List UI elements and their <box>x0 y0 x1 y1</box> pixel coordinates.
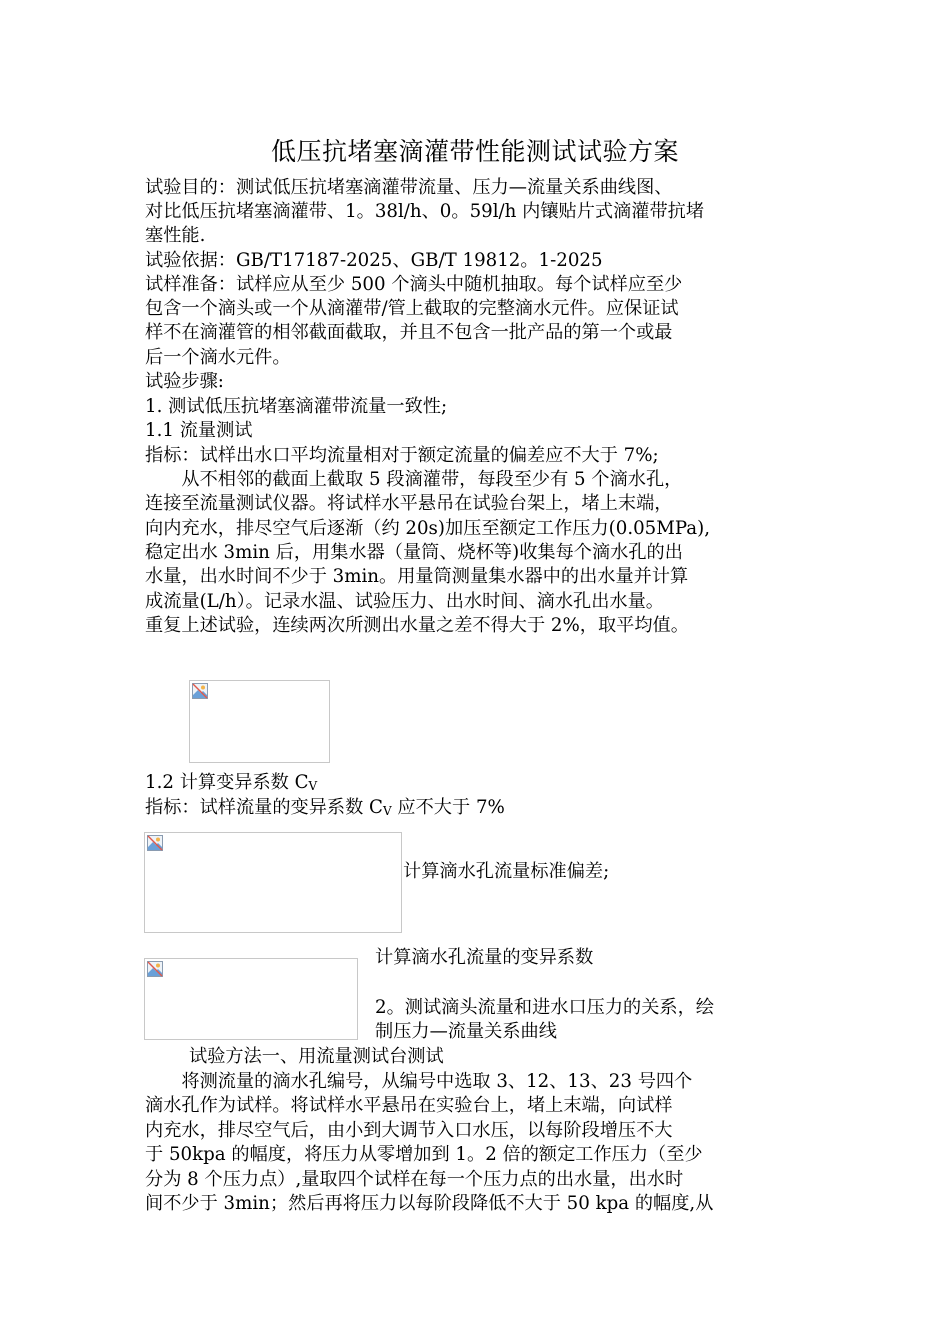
std-dev-text: 计算滴水孔流量标准偏差; <box>403 861 610 882</box>
method-1-line-6: 间不少于 3min；然后再将压力以每阶段降低不大于 50 kpa 的幅度,从 <box>145 1193 714 1214</box>
prep-line-3: 样不在滴灌管的相邻截面截取，并且不包含一批产品的第一个或最 <box>145 322 673 343</box>
indicator-1-1: 指标：试样出水口平均流量相对于额定流量的偏差应不大于 7%; <box>145 445 659 466</box>
step-1-2-heading: 1.2 计算变异系数 CV <box>145 772 318 793</box>
prep-line-1: 试样准备：试样应从至少 500 个滴头中随机抽取。每个试样应至少 <box>145 274 683 295</box>
flow-test-line-3: 向内充水，排尽空气后逐渐（约 20s)加压至额定工作压力(0.05MPa), <box>145 518 711 539</box>
flow-test-line-2: 连接至流量测试仪器。将试样水平悬吊在试验台架上，堵上末端， <box>145 493 673 514</box>
flow-test-line-7: 重复上述试验，连续两次所测出水量之差不得大于 2%，取平均值。 <box>145 615 689 636</box>
prep-line-4: 后一个滴水元件。 <box>145 347 291 368</box>
flow-test-line-1: 从不相邻的截面上截取 5 段滴灌带，每段至少有 5 个滴水孔， <box>145 469 683 490</box>
method-1-line-2: 滴水孔作为试样。将试样水平悬吊在实验台上，堵上末端，向试样 <box>145 1095 673 1116</box>
steps-heading: 试验步骤: <box>145 371 224 392</box>
cv-text: 计算滴水孔流量的变异系数 <box>375 947 594 968</box>
broken-image-icon <box>147 835 163 851</box>
flow-test-line-5: 水量，出水时间不少于 3min。用量筒测量集水器中的出水量并计算 <box>145 566 689 587</box>
broken-image-icon <box>192 683 208 699</box>
prep-line-2: 包含一个滴头或一个从滴灌带/管上截取的完整滴水元件。应保证试 <box>145 298 679 319</box>
step-1-heading: 1. 测试低压抗堵塞滴灌带流量一致性; <box>145 396 448 417</box>
step-2-line-2: 制压力—流量关系曲线 <box>375 1021 557 1042</box>
purpose-line-1: 试验目的：测试低压抗堵塞滴灌带流量、压力—流量关系曲线图、 <box>145 177 673 198</box>
basis-line: 试验依据：GB/T17187-2025、GB/T 19812。1-2025 <box>145 250 603 271</box>
method-1-line-5: 分为 8 个压力点）,量取四个试样在每一个压力点的出水量，出水时 <box>145 1169 684 1190</box>
step-1-1-heading: 1.1 流量测试 <box>145 420 253 441</box>
indicator-1-2: 指标：试样流量的变异系数 CV 应不大于 7% <box>145 797 505 818</box>
purpose-line-3: 塞性能. <box>145 225 206 246</box>
flow-test-line-4: 稳定出水 3min 后，用集水器（量筒、烧杯等)收集每个滴水孔的出 <box>145 542 683 563</box>
method-1-line-3: 内充水，排尽空气后，由小到大调节入口水压，以每阶段增压不大 <box>145 1120 673 1141</box>
formula-image-1 <box>189 680 330 763</box>
formula-image-2 <box>144 832 402 933</box>
flow-test-line-6: 成流量(L/h）。记录水温、试验压力、出水时间、滴水孔出水量。 <box>145 591 664 612</box>
step-2-line-1: 2。测试滴头流量和进水口压力的关系，绘 <box>375 997 714 1018</box>
method-1-line-4: 于 50kpa 的幅度，将压力从零增加到 1。2 倍的额定工作压力（至少 <box>145 1144 703 1165</box>
formula-image-3 <box>144 958 358 1040</box>
broken-image-icon <box>147 961 163 977</box>
purpose-line-2: 对比低压抗堵塞滴灌带、1。38l/h、0。59l/h 内镶贴片式滴灌带抗堵 <box>145 201 705 222</box>
method-1-line-1: 将测流量的滴水孔编号，从编号中选取 3、12、13、23 号四个 <box>145 1071 693 1092</box>
method-1-title: 试验方法一、用流量测试台测试 <box>189 1046 444 1067</box>
document-title: 低压抗堵塞滴灌带性能测试试验方案 <box>270 137 679 166</box>
